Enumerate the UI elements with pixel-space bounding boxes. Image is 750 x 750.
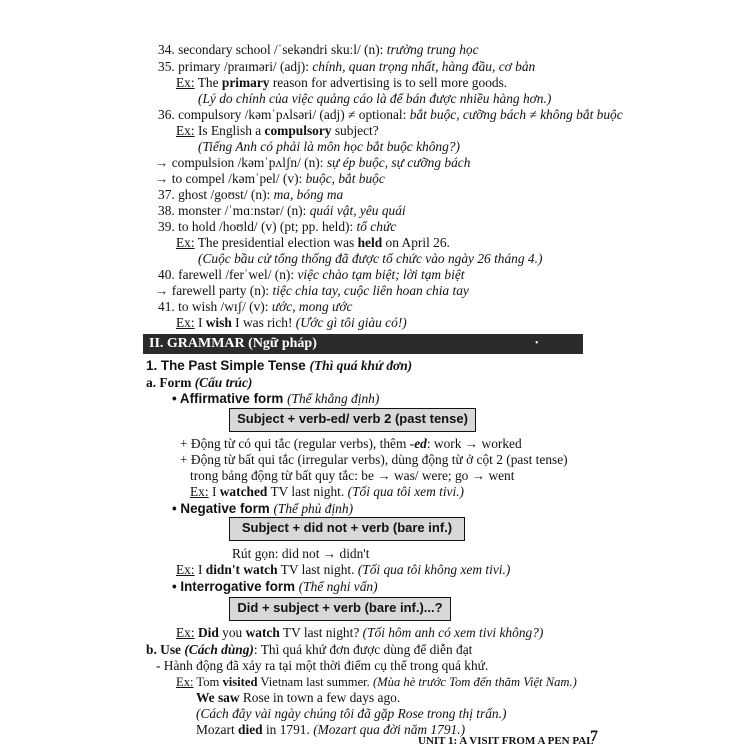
example-keyword: watch	[245, 625, 280, 640]
irregular-verbs-line-1: + Động từ bất qui tắc (irregular verbs), dùng động từ ở cột 2 (past tense)	[180, 452, 568, 467]
translation-line: (Cuộc bầu cử tổng thống đã được tổ chức vào ngày 26 tháng 4.)	[198, 251, 543, 266]
translation-inline: (Mùa hè trước Tom đến thăm Việt Nam.)	[372, 675, 577, 689]
heading-text: a. Form	[146, 375, 195, 390]
item-number: 38.	[158, 203, 175, 218]
vocab-entry: compulsion /kəmˈpʌlʃn/ (n):	[168, 155, 327, 170]
vocab-entry: farewell party (n):	[168, 283, 273, 298]
negative-formula-box: Subject + did not + verb (bare inf.)	[229, 517, 465, 541]
vocab-meaning: quái vật, yêu quái	[309, 203, 406, 218]
heading-translation: (Cấu trúc)	[194, 375, 253, 390]
vocab-meaning: tiệc chia tay, cuộc liên hoan chia tay	[272, 283, 469, 298]
contraction-line: Rút gọn: did not → didn't	[232, 546, 370, 561]
vocab-meaning: ma, bóng ma	[273, 187, 344, 202]
example-label: Ex:	[176, 75, 195, 90]
example-label: Ex:	[190, 484, 209, 499]
affirmative-formula-box: Subject + verb-ed/ verb 2 (past tense)	[229, 408, 476, 432]
example-keyword: We saw	[196, 690, 240, 705]
arrow-icon: →	[155, 283, 169, 298]
subheading-text: • Affirmative form	[172, 391, 288, 406]
heading-translation: (Cách dùng)	[184, 642, 254, 657]
subheading-translation: (Thể khẳng định)	[287, 391, 380, 406]
example-label: Ex:	[176, 123, 195, 138]
subheading-text: • Interrogative form	[172, 579, 299, 594]
example-label: Ex:	[176, 235, 195, 250]
example-label: Ex:	[176, 625, 195, 640]
item-number: 41.	[158, 299, 175, 314]
example-label: Ex:	[176, 315, 195, 330]
example-text: you	[218, 625, 246, 640]
example-text: The presidential election was	[194, 235, 358, 250]
irregular-verbs-line-2: trong bảng động từ bất quy tắc: be → was/ were; go → went	[190, 468, 515, 483]
example-text: Tom	[193, 675, 223, 689]
example-keyword: didn't watch	[205, 562, 278, 577]
item-number: 40.	[158, 267, 175, 282]
example-text: subject?	[331, 123, 379, 138]
item-number: 37.	[158, 187, 175, 202]
item-number: 39.	[158, 219, 175, 234]
vocab-meaning: bắt buộc, cưỡng bách ≠ không bắt buộc	[409, 107, 623, 122]
vocab-meaning: việc chào tạm biệt; lời tạm biệt	[297, 267, 465, 282]
heading-translation: (Thì quá khứ đơn)	[309, 358, 413, 373]
example-label: Ex:	[176, 562, 195, 577]
subheading-translation: (Thể nghi vấn)	[298, 579, 378, 594]
example-keyword: watched	[219, 484, 268, 499]
vocab-entry: secondary school /ˈsekəndri skuːl/ (n):	[178, 42, 387, 57]
translation-inline: (Tối hôm anh có xem tivi không?)	[362, 625, 544, 640]
example-text: I was rich!	[231, 315, 296, 330]
example-text: reason for advertising is to sell more goods.	[269, 75, 508, 90]
translation-inline: (Ước gì tôi giàu có!)	[295, 315, 407, 330]
vocab-meaning: ước, mong ước	[271, 299, 353, 314]
example-text: I	[194, 562, 206, 577]
vocab-entry: ghost /goʊst/ (n):	[178, 187, 274, 202]
example-text: TV last night?	[279, 625, 363, 640]
vocab-entry: compulsory /kəmˈpʌlsəri/ (adj) ≠ optional:	[178, 107, 410, 122]
rule-text: + Động từ có qui tắc (regular verbs), thêm	[180, 436, 410, 451]
vocab-entry: primary /praɪməri/ (adj):	[178, 59, 313, 74]
example-keyword: compulsory	[264, 123, 332, 138]
vocab-entry: farewell /ferˈwel/ (n):	[178, 267, 298, 282]
example-keyword: Did	[194, 625, 219, 640]
translation-inline: (Mozart qua đời năm 1791.)	[313, 722, 466, 737]
example-keyword: primary	[221, 75, 270, 90]
vocab-meaning: sự ép buộc, sự cưỡng bách	[326, 155, 471, 170]
vocab-meaning: trường trung học	[386, 42, 479, 57]
example-text: Is English a	[194, 123, 265, 138]
subheading-translation: (Thể phủ định)	[273, 501, 354, 516]
translation-inline: (Tối qua tôi không xem tivi.)	[357, 562, 511, 577]
vocab-meaning: tổ chức	[356, 219, 397, 234]
translation-line: (Cách đây vài ngày chúng tôi đã gặp Rose trong thị trấn.)	[196, 706, 507, 721]
rule-suffix: -ed	[409, 436, 427, 451]
item-number: 35.	[158, 59, 175, 74]
heading-description: : Thì quá khứ đơn được dùng để diễn đạt	[253, 642, 473, 657]
subheading-text: • Negative form	[172, 501, 274, 516]
bullet-icon: •	[535, 338, 539, 349]
footer-unit-title: UNIT 1: A VISIT FROM A PEN PAL	[418, 735, 594, 747]
example-keyword: visited	[222, 675, 258, 689]
vocab-entry: to wish /wɪʃ/ (v):	[178, 299, 272, 314]
item-number: 36.	[158, 107, 175, 122]
example-text: The	[194, 75, 222, 90]
vocab-entry: to compel /kəmˈpel/ (v):	[168, 171, 306, 186]
example-text: TV last night.	[267, 484, 348, 499]
example-text: I	[208, 484, 220, 499]
vocab-meaning: buộc, bắt buộc	[305, 171, 385, 186]
vocab-entry: to hold /hoʊld/ (v) (pt; pp. held):	[178, 219, 357, 234]
example-text: Rose in town a few days ago.	[239, 690, 401, 705]
translation-line: (Tiếng Anh có phải là môn học bắt buộc không?)	[198, 139, 460, 154]
interrogative-formula-box: Did + subject + verb (bare inf.)...?	[229, 597, 451, 621]
heading-text: b. Use	[146, 642, 185, 657]
example-text: TV last night.	[277, 562, 358, 577]
arrow-icon: →	[155, 171, 169, 186]
example-keyword: held	[357, 235, 383, 250]
rule-text: : work → worked	[426, 436, 522, 451]
page-number: 7	[590, 728, 598, 745]
arrow-icon: →	[155, 155, 169, 170]
vocab-meaning: chính, quan trọng nhất, hàng đầu, cơ bản	[312, 59, 536, 74]
translation-line: (Lý do chính của việc quảng cáo là để bán được nhiều hàng hơn.)	[198, 91, 552, 106]
example-text: in 1791.	[262, 722, 314, 737]
example-text: Vietnam last summer.	[257, 675, 373, 689]
example-keyword: died	[238, 722, 263, 737]
example-text: Mozart	[196, 722, 239, 737]
vocab-entry: monster /ˈmɑːnstər/ (n):	[178, 203, 310, 218]
example-keyword: wish	[205, 315, 232, 330]
use-point-1: - Hành động đã xảy ra tại một thời điểm cụ thể trong quá khứ.	[156, 658, 489, 673]
example-text: on April 26.	[382, 235, 450, 250]
example-text: I	[194, 315, 206, 330]
translation-inline: (Tối qua tôi xem tivi.)	[347, 484, 465, 499]
item-number: 34.	[158, 42, 175, 57]
section-title: II. GRAMMAR (Ngữ pháp)	[149, 336, 317, 351]
example-label: Ex:	[176, 675, 194, 689]
heading-text: 1. The Past Simple Tense	[146, 358, 310, 373]
